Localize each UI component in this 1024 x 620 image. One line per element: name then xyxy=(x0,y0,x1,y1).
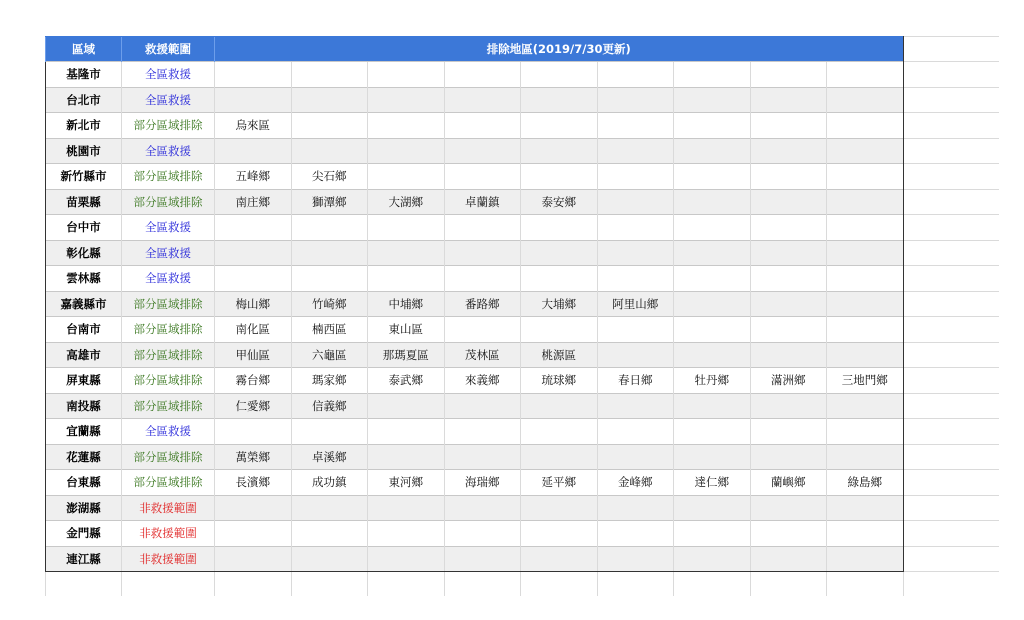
region-cell[interactable]: 台南市 xyxy=(46,317,122,343)
excluded-area-cell[interactable] xyxy=(750,87,827,113)
excluded-area-cell[interactable]: 東河鄉 xyxy=(368,470,445,496)
excluded-area-cell[interactable] xyxy=(521,419,598,445)
excluded-area-cell[interactable]: 瑪家鄉 xyxy=(291,368,368,394)
excluded-area-cell[interactable]: 卓溪鄉 xyxy=(291,444,368,470)
empty-cell[interactable] xyxy=(122,572,215,597)
table-row xyxy=(46,215,1000,241)
empty-cell[interactable] xyxy=(827,572,904,597)
header-scope[interactable]: 救援範圍 xyxy=(122,37,215,62)
excluded-area-cell[interactable] xyxy=(215,266,292,292)
excluded-area-cell[interactable] xyxy=(674,419,751,445)
table-row xyxy=(46,419,1000,445)
excluded-area-cell[interactable] xyxy=(291,113,368,139)
excluded-area-cell[interactable] xyxy=(444,546,521,572)
scope-cell[interactable]: 全區救援 xyxy=(122,87,215,113)
header-row xyxy=(46,37,1000,62)
scope-cell[interactable]: 非救援範圍 xyxy=(122,521,215,547)
table-row xyxy=(46,138,1000,164)
excluded-area-cell[interactable]: 泰武鄉 xyxy=(368,368,445,394)
region-cell[interactable]: 台北市 xyxy=(46,87,122,113)
scope-cell[interactable]: 全區救援 xyxy=(122,62,215,88)
region-cell[interactable]: 澎湖縣 xyxy=(46,495,122,521)
excluded-area-cell[interactable] xyxy=(750,521,827,547)
empty-cell[interactable] xyxy=(674,572,751,597)
excluded-area-cell[interactable] xyxy=(674,444,751,470)
excluded-area-cell[interactable]: 霧台鄉 xyxy=(215,368,292,394)
excluded-area-cell[interactable]: 茂林區 xyxy=(444,342,521,368)
excluded-area-cell[interactable]: 楠西區 xyxy=(291,317,368,343)
empty-cell[interactable] xyxy=(903,215,999,241)
excluded-area-cell[interactable]: 來義鄉 xyxy=(444,368,521,394)
region-cell[interactable]: 苗栗縣 xyxy=(46,189,122,215)
excluded-area-cell[interactable] xyxy=(368,62,445,88)
excluded-area-cell[interactable]: 大湖鄉 xyxy=(368,189,445,215)
excluded-area-cell[interactable] xyxy=(291,266,368,292)
excluded-area-cell[interactable]: 那瑪夏區 xyxy=(368,342,445,368)
excluded-area-cell[interactable] xyxy=(368,113,445,139)
excluded-area-cell[interactable]: 琉球鄉 xyxy=(521,368,598,394)
scope-cell[interactable]: 部分區域排除 xyxy=(122,342,215,368)
scope-cell[interactable]: 部分區域排除 xyxy=(122,393,215,419)
excluded-area-cell[interactable] xyxy=(827,266,904,292)
region-cell[interactable]: 連江縣 xyxy=(46,546,122,572)
excluded-area-cell[interactable]: 春日鄉 xyxy=(597,368,674,394)
region-cell[interactable]: 桃園市 xyxy=(46,138,122,164)
excluded-area-cell[interactable] xyxy=(827,62,904,88)
excluded-area-cell[interactable] xyxy=(597,240,674,266)
empty-cell[interactable] xyxy=(903,62,999,88)
empty-cell[interactable] xyxy=(903,444,999,470)
empty-cell[interactable] xyxy=(750,572,827,597)
scope-cell[interactable]: 部分區域排除 xyxy=(122,470,215,496)
table-row xyxy=(46,546,1000,572)
excluded-area-cell[interactable] xyxy=(215,419,292,445)
empty-cell[interactable] xyxy=(903,419,999,445)
excluded-area-cell[interactable] xyxy=(444,521,521,547)
excluded-area-cell[interactable] xyxy=(368,546,445,572)
empty-cell[interactable] xyxy=(215,572,292,597)
scope-cell[interactable]: 部分區域排除 xyxy=(122,368,215,394)
excluded-area-cell[interactable] xyxy=(827,495,904,521)
scope-cell[interactable]: 全區救援 xyxy=(122,419,215,445)
excluded-area-cell[interactable] xyxy=(827,521,904,547)
empty-cell[interactable] xyxy=(444,572,521,597)
table-row xyxy=(46,87,1000,113)
region-cell[interactable]: 南投縣 xyxy=(46,393,122,419)
excluded-area-cell[interactable] xyxy=(444,164,521,190)
excluded-area-cell[interactable] xyxy=(674,317,751,343)
excluded-area-cell[interactable]: 大埔鄉 xyxy=(521,291,598,317)
empty-cell[interactable] xyxy=(903,138,999,164)
rescue-scope-table xyxy=(45,36,999,596)
excluded-area-cell[interactable] xyxy=(597,419,674,445)
excluded-area-cell[interactable] xyxy=(215,240,292,266)
excluded-area-cell[interactable] xyxy=(444,138,521,164)
empty-cell[interactable] xyxy=(903,521,999,547)
empty-cell[interactable] xyxy=(521,572,598,597)
excluded-area-cell[interactable] xyxy=(597,164,674,190)
table-row xyxy=(46,291,1000,317)
table-row xyxy=(46,317,1000,343)
table-row xyxy=(46,521,1000,547)
excluded-area-cell[interactable] xyxy=(674,266,751,292)
empty-cell[interactable] xyxy=(903,164,999,190)
excluded-area-cell[interactable] xyxy=(827,546,904,572)
excluded-area-cell[interactable] xyxy=(750,495,827,521)
table-row xyxy=(46,368,1000,394)
excluded-area-cell[interactable]: 獅潭鄉 xyxy=(291,189,368,215)
scope-cell[interactable]: 部分區域排除 xyxy=(122,291,215,317)
empty-cell[interactable] xyxy=(903,470,999,496)
excluded-area-cell[interactable] xyxy=(827,215,904,241)
excluded-area-cell[interactable]: 六龜區 xyxy=(291,342,368,368)
excluded-area-cell[interactable] xyxy=(674,393,751,419)
region-cell[interactable]: 高雄市 xyxy=(46,342,122,368)
table-row xyxy=(46,393,1000,419)
excluded-area-cell[interactable] xyxy=(750,419,827,445)
empty-cell[interactable] xyxy=(903,37,999,62)
scope-cell[interactable]: 部分區域排除 xyxy=(122,317,215,343)
excluded-area-cell[interactable] xyxy=(827,87,904,113)
excluded-area-cell[interactable] xyxy=(674,164,751,190)
scope-cell[interactable]: 部分區域排除 xyxy=(122,113,215,139)
excluded-area-cell[interactable] xyxy=(368,266,445,292)
table-row xyxy=(46,113,1000,139)
excluded-area-cell[interactable] xyxy=(444,419,521,445)
excluded-area-cell[interactable] xyxy=(521,87,598,113)
excluded-area-cell[interactable] xyxy=(444,393,521,419)
excluded-area-cell[interactable] xyxy=(444,62,521,88)
excluded-area-cell[interactable] xyxy=(674,189,751,215)
excluded-area-cell[interactable]: 阿里山鄉 xyxy=(597,291,674,317)
excluded-area-cell[interactable]: 綠島鄉 xyxy=(827,470,904,496)
region-cell[interactable]: 彰化縣 xyxy=(46,240,122,266)
excluded-area-cell[interactable] xyxy=(597,546,674,572)
region-cell[interactable]: 花蓮縣 xyxy=(46,444,122,470)
excluded-area-cell[interactable] xyxy=(674,546,751,572)
empty-cell[interactable] xyxy=(903,495,999,521)
excluded-area-cell[interactable]: 成功鎮 xyxy=(291,470,368,496)
excluded-area-cell[interactable] xyxy=(750,444,827,470)
empty-cell[interactable] xyxy=(597,572,674,597)
excluded-area-cell[interactable]: 烏來區 xyxy=(215,113,292,139)
excluded-area-cell[interactable]: 東山區 xyxy=(368,317,445,343)
excluded-area-cell[interactable]: 梅山鄉 xyxy=(215,291,292,317)
empty-cell[interactable] xyxy=(291,572,368,597)
excluded-area-cell[interactable] xyxy=(368,521,445,547)
scope-cell[interactable]: 全區救援 xyxy=(122,240,215,266)
excluded-area-cell[interactable] xyxy=(368,240,445,266)
excluded-area-cell[interactable] xyxy=(521,317,598,343)
scope-cell[interactable]: 全區救援 xyxy=(122,266,215,292)
region-cell[interactable]: 台中市 xyxy=(46,215,122,241)
excluded-area-cell[interactable] xyxy=(521,138,598,164)
region-cell[interactable]: 雲林縣 xyxy=(46,266,122,292)
excluded-area-cell[interactable] xyxy=(750,546,827,572)
excluded-area-cell[interactable] xyxy=(521,521,598,547)
table-row xyxy=(46,266,1000,292)
excluded-area-cell[interactable] xyxy=(597,444,674,470)
excluded-area-cell[interactable] xyxy=(291,495,368,521)
empty-cell[interactable] xyxy=(903,393,999,419)
table-row xyxy=(46,342,1000,368)
excluded-area-cell[interactable] xyxy=(827,164,904,190)
excluded-area-cell[interactable] xyxy=(597,495,674,521)
excluded-area-cell[interactable] xyxy=(674,342,751,368)
excluded-area-cell[interactable]: 蘭嶼鄉 xyxy=(750,470,827,496)
excluded-area-cell[interactable] xyxy=(597,266,674,292)
empty-cell[interactable] xyxy=(903,317,999,343)
excluded-area-cell[interactable] xyxy=(444,317,521,343)
excluded-area-cell[interactable] xyxy=(597,521,674,547)
region-cell[interactable]: 基隆市 xyxy=(46,62,122,88)
excluded-area-cell[interactable] xyxy=(521,215,598,241)
excluded-area-cell[interactable] xyxy=(291,546,368,572)
excluded-area-cell[interactable]: 卓蘭鎮 xyxy=(444,189,521,215)
excluded-area-cell[interactable] xyxy=(215,138,292,164)
region-cell[interactable]: 屏東縣 xyxy=(46,368,122,394)
excluded-area-cell[interactable] xyxy=(291,240,368,266)
empty-cell[interactable] xyxy=(903,189,999,215)
excluded-area-cell[interactable] xyxy=(597,215,674,241)
excluded-area-cell[interactable] xyxy=(444,113,521,139)
excluded-area-cell[interactable]: 信義鄉 xyxy=(291,393,368,419)
excluded-area-cell[interactable] xyxy=(521,495,598,521)
excluded-area-cell[interactable] xyxy=(750,317,827,343)
excluded-area-cell[interactable] xyxy=(521,240,598,266)
excluded-area-cell[interactable] xyxy=(827,342,904,368)
excluded-area-cell[interactable]: 南化區 xyxy=(215,317,292,343)
excluded-area-cell[interactable] xyxy=(291,62,368,88)
excluded-area-cell[interactable]: 金峰鄉 xyxy=(597,470,674,496)
excluded-area-cell[interactable] xyxy=(674,113,751,139)
region-cell[interactable]: 嘉義縣市 xyxy=(46,291,122,317)
table-row xyxy=(46,62,1000,88)
scope-cell[interactable]: 部分區域排除 xyxy=(122,164,215,190)
scope-cell[interactable]: 全區救援 xyxy=(122,138,215,164)
excluded-area-cell[interactable] xyxy=(750,240,827,266)
empty-cell[interactable] xyxy=(903,291,999,317)
excluded-area-cell[interactable]: 滿洲鄉 xyxy=(750,368,827,394)
excluded-area-cell[interactable] xyxy=(597,87,674,113)
excluded-area-cell[interactable]: 中埔鄉 xyxy=(368,291,445,317)
excluded-area-cell[interactable] xyxy=(674,62,751,88)
excluded-area-cell[interactable] xyxy=(368,87,445,113)
excluded-area-cell[interactable] xyxy=(215,546,292,572)
excluded-area-cell[interactable]: 竹崎鄉 xyxy=(291,291,368,317)
table-row xyxy=(46,495,1000,521)
excluded-area-cell[interactable] xyxy=(827,189,904,215)
excluded-area-cell[interactable] xyxy=(597,189,674,215)
excluded-area-cell[interactable] xyxy=(597,393,674,419)
excluded-area-cell[interactable] xyxy=(444,240,521,266)
excluded-area-cell[interactable]: 仁愛鄉 xyxy=(215,393,292,419)
empty-cell[interactable] xyxy=(903,368,999,394)
header-region[interactable]: 區域 xyxy=(46,37,122,62)
excluded-area-cell[interactable] xyxy=(597,342,674,368)
excluded-area-cell[interactable]: 五峰鄉 xyxy=(215,164,292,190)
region-cell[interactable]: 新北市 xyxy=(46,113,122,139)
excluded-area-cell[interactable] xyxy=(521,444,598,470)
table-row xyxy=(46,189,1000,215)
excluded-area-cell[interactable] xyxy=(521,546,598,572)
table-row xyxy=(46,470,1000,496)
excluded-area-cell[interactable] xyxy=(291,521,368,547)
excluded-area-cell[interactable]: 泰安鄉 xyxy=(521,189,598,215)
excluded-area-cell[interactable]: 三地門鄉 xyxy=(827,368,904,394)
scope-cell[interactable]: 部分區域排除 xyxy=(122,444,215,470)
empty-cell[interactable] xyxy=(903,87,999,113)
excluded-area-cell[interactable] xyxy=(750,62,827,88)
empty-cell[interactable] xyxy=(903,113,999,139)
empty-cell[interactable] xyxy=(903,572,999,597)
excluded-area-cell[interactable] xyxy=(597,113,674,139)
region-cell[interactable]: 新竹縣市 xyxy=(46,164,122,190)
excluded-area-cell[interactable] xyxy=(521,62,598,88)
scope-cell[interactable]: 非救援範圍 xyxy=(122,495,215,521)
excluded-area-cell[interactable] xyxy=(444,87,521,113)
table-row xyxy=(46,164,1000,190)
excluded-area-cell[interactable] xyxy=(750,266,827,292)
excluded-area-cell[interactable] xyxy=(674,521,751,547)
excluded-area-cell[interactable] xyxy=(368,138,445,164)
spreadsheet-grid xyxy=(45,36,999,596)
empty-cell[interactable] xyxy=(903,266,999,292)
excluded-area-cell[interactable] xyxy=(444,266,521,292)
excluded-area-cell[interactable] xyxy=(750,189,827,215)
scope-cell[interactable]: 非救援範圍 xyxy=(122,546,215,572)
excluded-area-cell[interactable] xyxy=(597,317,674,343)
excluded-area-cell[interactable] xyxy=(444,444,521,470)
excluded-area-cell[interactable]: 延平鄉 xyxy=(521,470,598,496)
excluded-area-cell[interactable] xyxy=(750,215,827,241)
excluded-area-cell[interactable] xyxy=(215,495,292,521)
excluded-area-cell[interactable] xyxy=(215,62,292,88)
excluded-area-cell[interactable] xyxy=(368,444,445,470)
excluded-area-cell[interactable] xyxy=(215,87,292,113)
excluded-area-cell[interactable] xyxy=(674,138,751,164)
excluded-area-cell[interactable] xyxy=(674,87,751,113)
excluded-area-cell[interactable]: 桃源區 xyxy=(521,342,598,368)
excluded-area-cell[interactable] xyxy=(750,138,827,164)
excluded-area-cell[interactable] xyxy=(291,87,368,113)
empty-cell[interactable] xyxy=(903,546,999,572)
excluded-area-cell[interactable] xyxy=(827,291,904,317)
excluded-area-cell[interactable]: 牡丹鄉 xyxy=(674,368,751,394)
table-row xyxy=(46,444,1000,470)
empty-cell[interactable] xyxy=(46,572,122,597)
excluded-area-cell[interactable] xyxy=(521,266,598,292)
excluded-area-cell[interactable] xyxy=(368,164,445,190)
excluded-area-cell[interactable] xyxy=(827,393,904,419)
region-cell[interactable]: 宜蘭縣 xyxy=(46,419,122,445)
table-row xyxy=(46,240,1000,266)
scope-cell[interactable]: 全區救援 xyxy=(122,215,215,241)
excluded-area-cell[interactable] xyxy=(291,419,368,445)
excluded-area-cell[interactable] xyxy=(827,317,904,343)
excluded-area-cell[interactable] xyxy=(827,419,904,445)
excluded-area-cell[interactable]: 尖石鄉 xyxy=(291,164,368,190)
excluded-area-cell[interactable]: 達仁鄉 xyxy=(674,470,751,496)
excluded-area-cell[interactable] xyxy=(597,138,674,164)
excluded-area-cell[interactable] xyxy=(444,495,521,521)
excluded-area-cell[interactable] xyxy=(750,342,827,368)
excluded-area-cell[interactable] xyxy=(750,393,827,419)
empty-cell[interactable] xyxy=(903,342,999,368)
excluded-area-cell[interactable]: 海瑞鄉 xyxy=(444,470,521,496)
excluded-area-cell[interactable] xyxy=(521,393,598,419)
empty-cell[interactable] xyxy=(903,240,999,266)
region-cell[interactable]: 金門縣 xyxy=(46,521,122,547)
excluded-area-cell[interactable]: 南庄鄉 xyxy=(215,189,292,215)
excluded-area-cell[interactable] xyxy=(444,215,521,241)
excluded-area-cell[interactable] xyxy=(827,113,904,139)
excluded-area-cell[interactable]: 長濱鄉 xyxy=(215,470,292,496)
empty-cell[interactable] xyxy=(368,572,445,597)
excluded-area-cell[interactable]: 番路鄉 xyxy=(444,291,521,317)
excluded-area-cell[interactable] xyxy=(215,215,292,241)
excluded-area-cell[interactable]: 甲仙區 xyxy=(215,342,292,368)
excluded-area-cell[interactable] xyxy=(674,215,751,241)
excluded-area-cell[interactable] xyxy=(368,495,445,521)
excluded-area-cell[interactable] xyxy=(750,291,827,317)
excluded-area-cell[interactable] xyxy=(750,113,827,139)
excluded-area-cell[interactable] xyxy=(368,419,445,445)
excluded-area-cell[interactable] xyxy=(521,164,598,190)
excluded-area-cell[interactable] xyxy=(215,521,292,547)
scope-cell[interactable]: 部分區域排除 xyxy=(122,189,215,215)
excluded-area-cell[interactable] xyxy=(368,393,445,419)
excluded-area-cell[interactable] xyxy=(291,215,368,241)
excluded-area-cell[interactable] xyxy=(827,444,904,470)
excluded-area-cell[interactable] xyxy=(674,495,751,521)
excluded-area-cell[interactable] xyxy=(674,291,751,317)
empty-row xyxy=(46,572,1000,597)
excluded-area-cell[interactable] xyxy=(291,138,368,164)
excluded-area-cell[interactable] xyxy=(597,62,674,88)
excluded-area-cell[interactable]: 萬榮鄉 xyxy=(215,444,292,470)
excluded-area-cell[interactable] xyxy=(827,138,904,164)
excluded-area-cell[interactable] xyxy=(368,215,445,241)
excluded-area-cell[interactable] xyxy=(521,113,598,139)
region-cell[interactable]: 台東縣 xyxy=(46,470,122,496)
header-excluded[interactable]: 排除地區(2019/7/30更新) xyxy=(215,37,904,62)
excluded-area-cell[interactable] xyxy=(827,240,904,266)
excluded-area-cell[interactable] xyxy=(750,164,827,190)
excluded-area-cell[interactable] xyxy=(674,240,751,266)
